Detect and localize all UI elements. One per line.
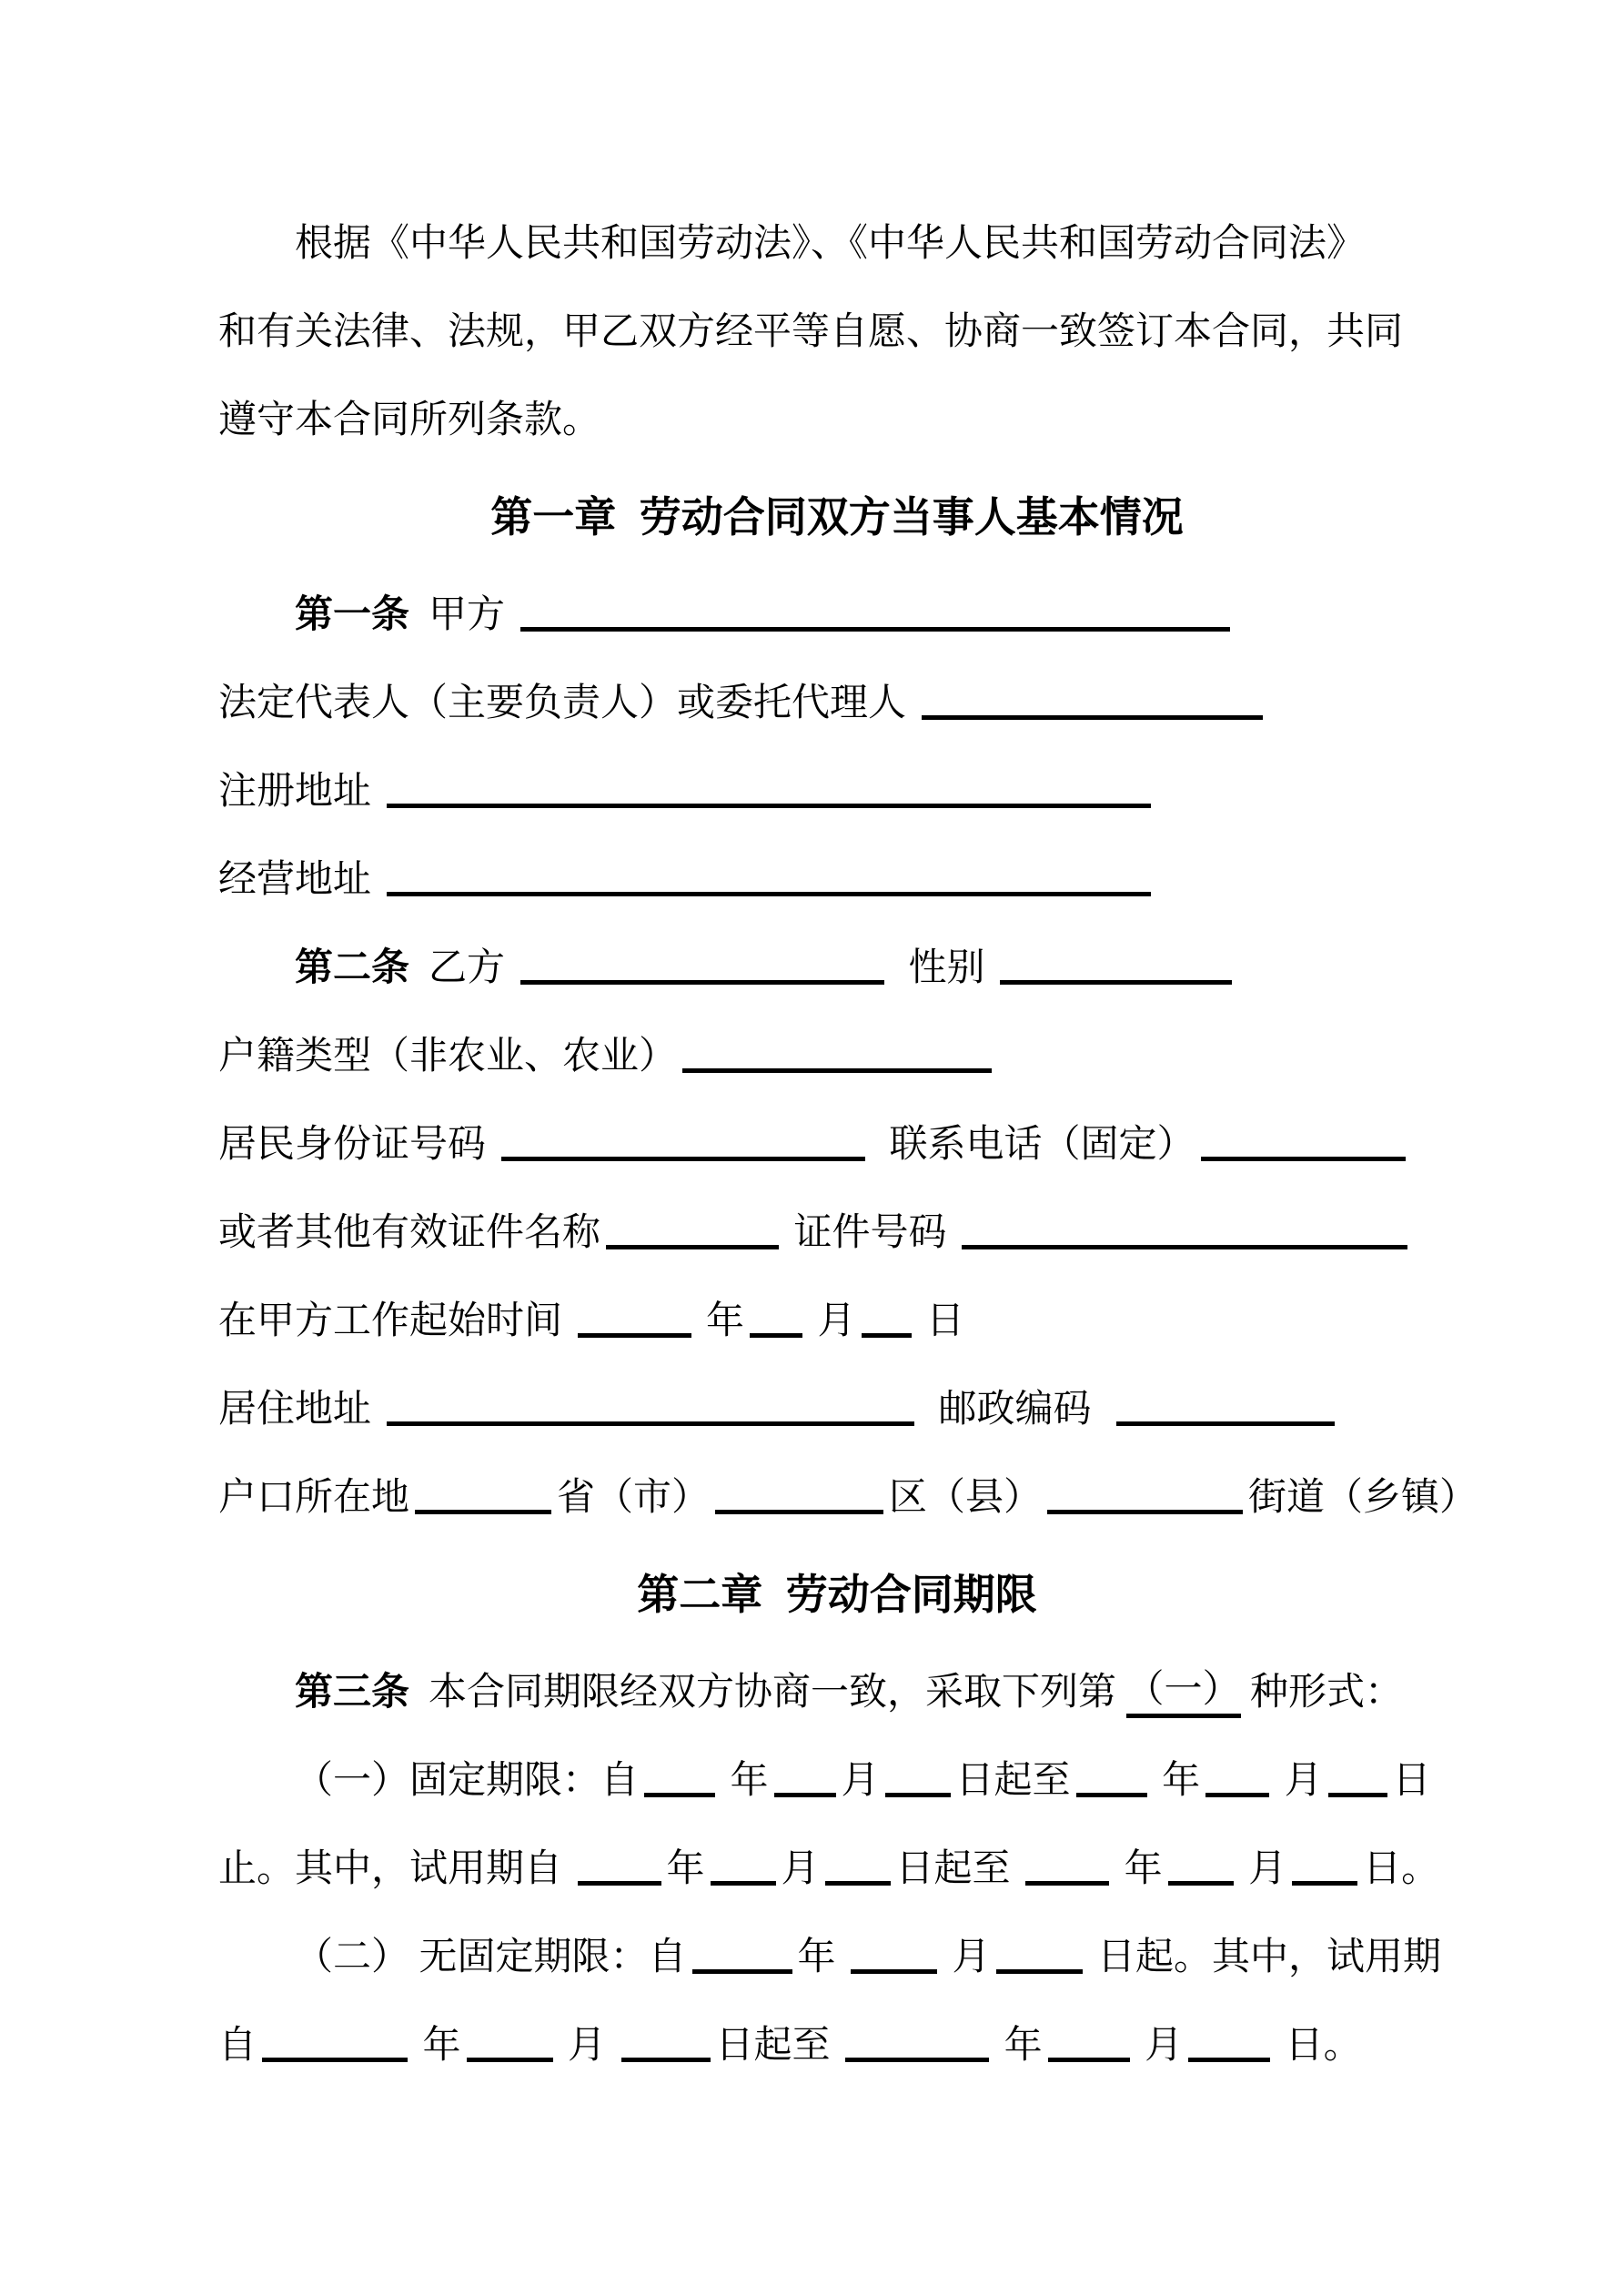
blank-field	[1025, 1843, 1109, 1886]
text-run: 月	[1275, 1759, 1323, 1802]
household-location-line	[218, 1450, 1478, 1538]
text-run: 日起至	[895, 1847, 1021, 1890]
open-term-line-1	[218, 1909, 1456, 1998]
blank-field	[962, 1207, 1407, 1249]
text-run: 联系电话（固定）	[870, 1123, 1195, 1166]
text-run: 年	[1152, 1759, 1201, 1802]
blank-field	[692, 1931, 792, 1974]
blank-field	[501, 1118, 865, 1161]
blank-field	[644, 1755, 715, 1797]
blank-field	[715, 1472, 883, 1514]
text-run: 在甲方工作起始时间	[218, 1300, 572, 1342]
blank-field	[621, 2019, 711, 2062]
text-run: 日。	[1276, 2024, 1362, 2067]
chapter-2-heading	[218, 1538, 1456, 1644]
text-run: 法定代表人（主要负责人）或委托代理人	[218, 682, 916, 724]
chapter-heading-text: 第二章 劳动合同期限	[637, 1570, 1037, 1618]
blank-field	[467, 2019, 553, 2062]
text-run: 止。其中，试用期自	[218, 1847, 572, 1890]
text-run: 年	[797, 1936, 846, 1978]
text-run: 甲方	[409, 593, 515, 636]
blank-field	[1188, 2019, 1270, 2062]
blank-field	[996, 1931, 1083, 1974]
text-run: 和有关法律、法规，甲乙双方经平等自愿、协商一致签订本合同，共同	[218, 310, 1404, 353]
text-run: 居民身份证号码	[218, 1123, 496, 1166]
text-run: 日起至	[955, 1759, 1071, 1802]
blank-field	[1047, 1472, 1243, 1514]
text-run: 种形式：	[1240, 1671, 1404, 1714]
text-run: 自	[218, 2024, 257, 2067]
document-body	[218, 196, 1478, 2086]
blank-field	[825, 1843, 891, 1886]
clause-3-term-line	[218, 1644, 1456, 1733]
text-run: 月	[1238, 1847, 1287, 1890]
blank-field	[862, 1295, 912, 1338]
text-run: 年	[666, 1847, 705, 1890]
text-run: 户口所在地	[218, 1476, 410, 1519]
blank-field	[1201, 1118, 1406, 1161]
text-run: 年	[696, 1300, 745, 1342]
id-number-phone-line	[218, 1097, 1456, 1185]
work-start-date-line	[218, 1273, 1456, 1361]
blank-field	[1292, 1843, 1357, 1886]
fixed-term-line-1	[218, 1733, 1456, 1821]
residence-address-line	[218, 1361, 1456, 1450]
blank-field	[387, 854, 1151, 896]
text-run: 乙方	[409, 946, 515, 989]
text-run: 月	[943, 1936, 991, 1978]
intro-line-1	[218, 196, 1456, 284]
blank-field	[520, 589, 1230, 632]
blank-field	[520, 942, 884, 985]
household-type-line	[218, 1008, 1456, 1097]
text-run: 日	[916, 1300, 965, 1342]
blank-field	[1076, 1755, 1147, 1797]
text-run: 证件号码	[784, 1211, 957, 1254]
blank-field	[885, 1755, 951, 1797]
blank-field	[387, 1383, 914, 1426]
chapter-heading-text: 第一章 劳动合同双方当事人基本情况	[490, 492, 1184, 541]
text-run: 年	[994, 2024, 1043, 2067]
text-run: 日。	[1363, 1847, 1440, 1890]
text-run: 邮政编码	[919, 1388, 1111, 1431]
clause-label: 第二条	[295, 945, 410, 988]
text-run: 本合同期限经双方协商一致，采取下列第	[409, 1671, 1126, 1714]
blank-field	[1116, 1383, 1335, 1426]
text-run: 经营地址	[218, 858, 381, 901]
text-run: 月	[808, 1300, 856, 1342]
blank-field	[1205, 1755, 1269, 1797]
clause-label: 第一条	[295, 592, 410, 635]
blank-field	[851, 1931, 937, 1974]
blank-field	[415, 1472, 551, 1514]
blank-field	[578, 1843, 661, 1886]
intro-line-2	[218, 284, 1456, 372]
text-run: 省（市）	[557, 1476, 711, 1519]
blank-field	[387, 765, 1151, 808]
blank-field	[606, 1207, 779, 1249]
blank-field	[1000, 942, 1232, 985]
blank-field	[774, 1755, 836, 1797]
clause-label: 第三条	[295, 1669, 410, 1713]
blank-field	[845, 2019, 989, 2062]
text-run: （二） 无固定期限：自	[295, 1936, 687, 1978]
text-run: 遵守本合同所列条款。	[218, 399, 601, 441]
blank-field	[922, 677, 1263, 720]
chapter-1-heading	[218, 460, 1456, 567]
text-run: 月	[558, 2024, 616, 2067]
text-run: 月	[841, 1759, 880, 1802]
text-run: 根据《中华人民共和国劳动法》、《中华人民共和国劳动合同法》	[295, 222, 1366, 265]
blank-field	[262, 2019, 408, 2062]
text-run: 户籍类型（非农业、农业）	[218, 1035, 678, 1077]
text-run: 区（县）	[889, 1476, 1043, 1519]
blank-field	[711, 1843, 776, 1886]
text-run: 日起至	[715, 2024, 841, 2067]
clause-1-party-a-line	[218, 567, 1456, 655]
text-run: 注册地址	[218, 770, 381, 813]
text-run: 居住地址	[218, 1388, 381, 1431]
text-run: 月	[781, 1847, 820, 1890]
text-run: 日	[1392, 1759, 1431, 1802]
business-address-line	[218, 832, 1456, 920]
open-term-line-2	[218, 1998, 1456, 2086]
blank-field	[682, 1030, 992, 1073]
text-run: （一）固定期限：自	[295, 1759, 640, 1802]
blank-field	[1048, 2019, 1130, 2062]
text-run: 街道（乡镇）	[1248, 1476, 1478, 1519]
text-run: 或者其他有效证件名称	[218, 1211, 601, 1254]
text-run: （一）	[1126, 1659, 1241, 1718]
blank-field	[578, 1295, 691, 1338]
other-certificate-line	[218, 1185, 1456, 1273]
text-run: 性别	[889, 946, 995, 989]
blank-field	[1168, 1843, 1234, 1886]
blank-field	[750, 1295, 802, 1338]
text-run: 年	[721, 1759, 769, 1802]
legal-representative-line	[218, 655, 1456, 743]
clause-2-party-b-line	[218, 920, 1456, 1008]
blank-field	[1328, 1755, 1387, 1797]
text-run: 年	[413, 2024, 461, 2067]
text-run: 月	[1135, 2024, 1184, 2067]
fixed-term-line-2	[218, 1821, 1456, 1909]
text-run: 年	[1115, 1847, 1163, 1890]
intro-line-3	[218, 372, 1456, 460]
registered-address-line	[218, 743, 1456, 832]
text-run: 日起。其中，试用期	[1087, 1936, 1442, 1978]
